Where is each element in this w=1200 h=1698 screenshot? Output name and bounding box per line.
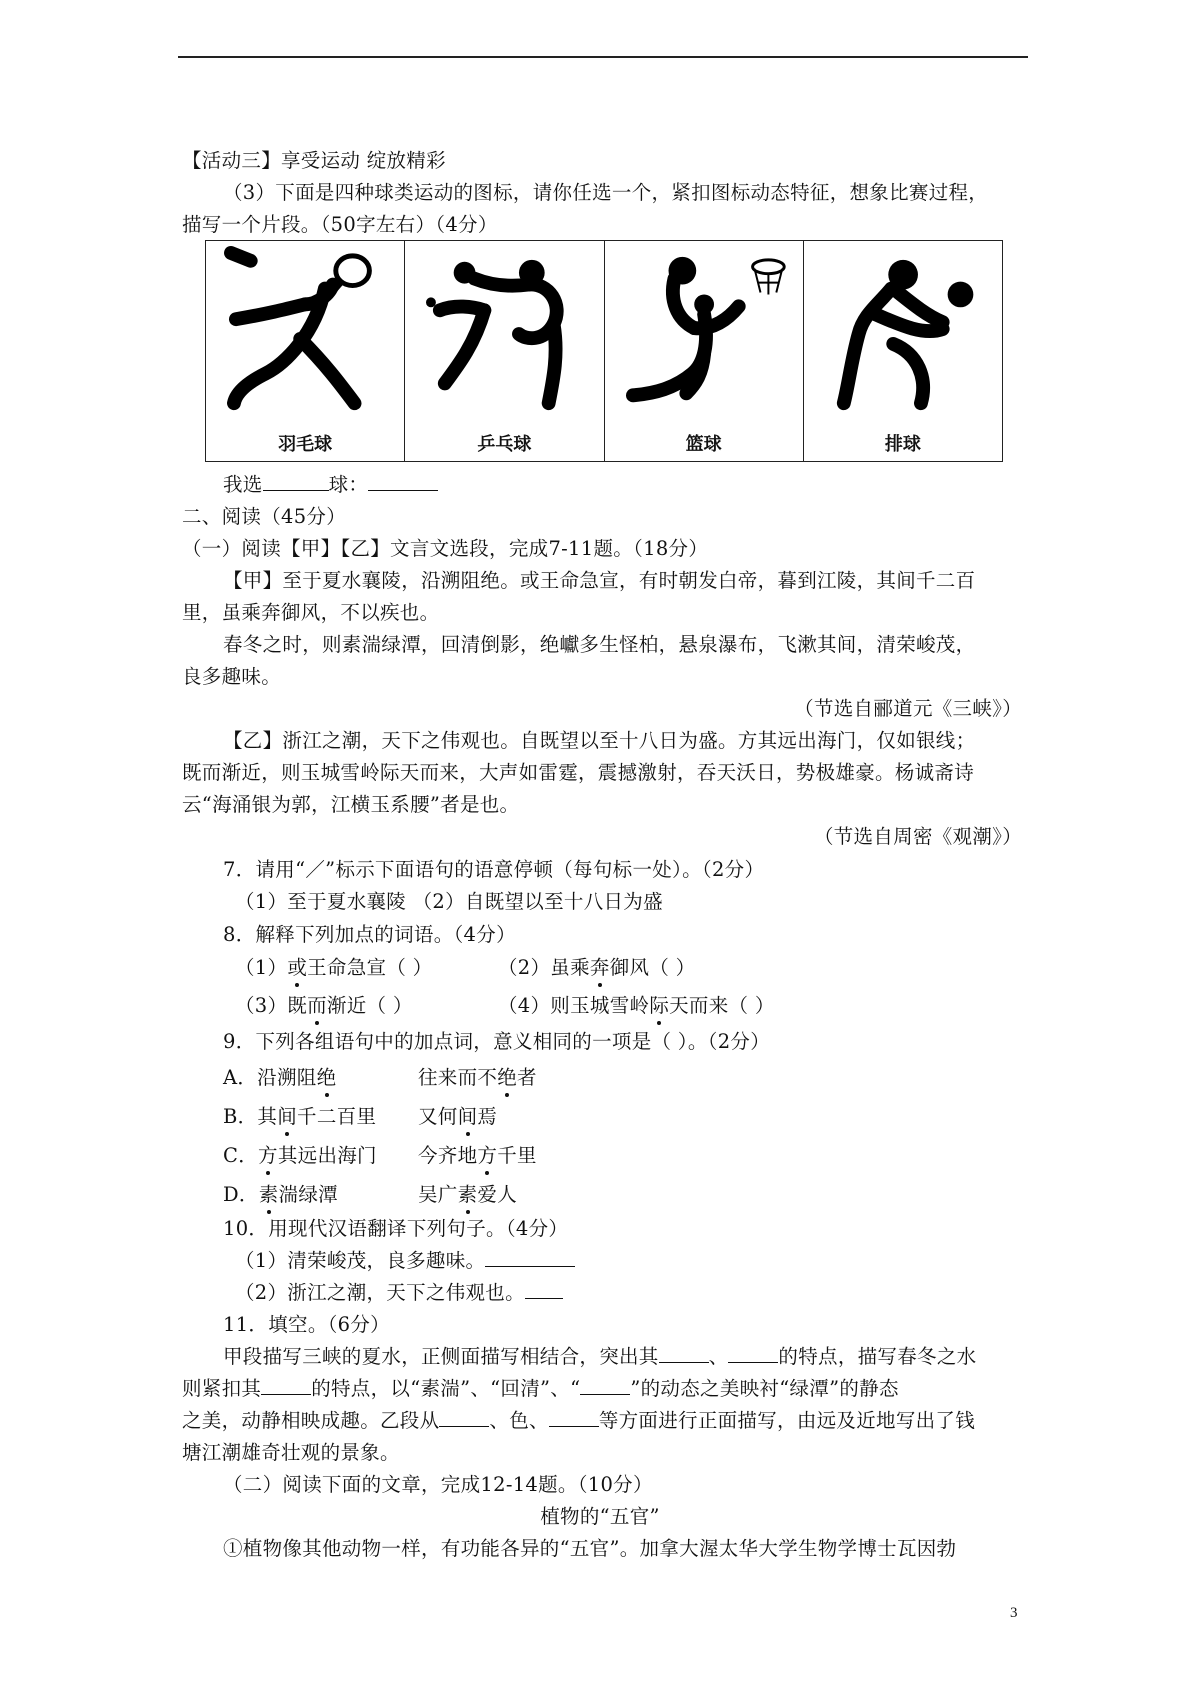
jia-paragraph2-line1: 春冬之时，则素湍绿潭，回清倒影，绝巘多生怪柏，悬泉瀑布，飞漱其间，清荣峻茂， [223,633,976,656]
sport-cell-volleyball [804,241,1002,461]
q10-title: 10．用现代汉语翻译下列句子。（4分） [223,1217,569,1240]
q7-title: 7．请用“／”标示下面语句的语意停顿（每句标一处）。（2分） [223,858,765,881]
part1-title: （一）阅读【甲】【乙】文言文选段，完成7-11题。（18分） [182,537,709,560]
article-title: 植物的“五官” [540,1505,660,1528]
sport-label-volleyball: 排球 [884,434,921,455]
page-number: 3 [1010,1605,1018,1621]
yi-line1: 【乙】浙江之潮，天下之伟观也。自既望以至十八日为盛。方其远出海门，仅如银线； [223,729,976,752]
description-blank[interactable] [368,472,438,491]
q9-option-d: D．素湍绿潭 [223,1183,338,1206]
jia-source: （节选自郦道元《三峡》） [794,697,1022,720]
activity-heading: 【活动三】享受运动 绽放精彩 [182,149,446,172]
q7-items: （1）至于夏水襄陵 （2）自既望以至十八日为盛 [235,890,663,913]
q10-item-1: （1）清荣峻茂，良多趣味。 [235,1248,575,1274]
q3-prompt-line2: 描写一个片段。（50字左右）（4分） [182,213,498,236]
q11-title: 11．填空。（6分） [223,1313,390,1336]
jia-paragraph1-line1: 【甲】至于夏水襄陵，沿溯阻绝。或王命急宣，有时朝发白帝，暮到江陵，其间千二百 [223,569,976,592]
q9-option-b-compare: 又何间焉 [418,1105,498,1128]
answer-line [223,472,438,498]
q3-prompt-line1: （3）下面是四种球类运动的图标，请你任选一个，紧扣图标动态特征，想象比赛过程， [223,181,989,204]
q11-blank-5[interactable] [439,1408,489,1427]
article-paragraph1: ①植物像其他动物一样，有功能各异的“五官”。加拿大渥太华大学生物学博士瓦因勃 [223,1537,957,1560]
q10-item-2: （2）浙江之潮，天下之伟观也。 [235,1280,563,1306]
section-title-reading: 二、阅读（45分） [182,505,347,528]
q9-option-d-compare: 吴广素爱人 [418,1183,518,1206]
basketball-icon [605,245,803,423]
q8-item-1: （1）或王命急宣（ ） [235,956,433,979]
header-rule [178,56,1028,58]
q8-item-2: （2）虽乘奔御风（ ） [498,956,696,979]
sports-icon-table [205,240,1003,462]
part2-title: （二）阅读下面的文章，完成12-14题。（10分） [223,1473,653,1496]
yi-source: （节选自周密《观潮》） [813,825,1022,848]
answer-mid: 球： [328,473,369,496]
q11-blank-6[interactable] [549,1408,599,1427]
q11-blank-2[interactable] [728,1344,778,1363]
q11-blank-3[interactable] [261,1376,311,1395]
q8-item-4: （4）则玉城雪岭际天而来（ ） [498,994,775,1017]
sport-cell-table-tennis [405,241,604,461]
q9-option-b: B．其间千二百里 [223,1105,377,1128]
q8-title: 8．解释下列加点的词语。（4分） [223,923,516,946]
q11-line4: 塘江潮雄奇壮观的景象。 [182,1441,400,1464]
answer-prefix: 我选 [223,473,263,496]
yi-line3: 云“海涌银为郭，江横玉系腰”者是也。 [182,793,520,816]
badminton-icon [206,245,404,423]
sport-label-badminton: 羽毛球 [278,434,333,455]
sport-label-table-tennis: 乒乓球 [477,434,532,455]
q11-blank-1[interactable] [659,1344,709,1363]
sport-choice-blank[interactable] [263,472,329,491]
q11-line3: 之美，动静相映成趣。乙段从 、色、 等方面进行正面描写，由远及近地写出了钱 [182,1409,976,1432]
table-tennis-icon [405,245,603,423]
q11-blank-4[interactable] [580,1376,630,1395]
q8-item-3: （3）既而渐近（ ） [235,994,413,1017]
q11-line2: 则紧扣其 的特点，以“素湍”、“回清”、“ ”的动态之美映衬“绿潭”的静态 [182,1377,899,1400]
sport-cell-basketball [605,241,804,461]
yi-line2: 既而渐近，则玉城雪岭际天而来，大声如雷霆，震撼激射，吞天沃日，势极雄豪。杨诚斋诗 [182,761,975,784]
q9-option-c: C．方其远出海门 [223,1144,377,1167]
volleyball-icon [804,245,1002,423]
q9-option-a-compare: 往来而不绝者 [418,1066,537,1089]
jia-paragraph1-line2: 里，虽乘奔御风，不以疾也。 [182,601,440,624]
sport-label-basketball: 篮球 [685,434,722,455]
jia-paragraph2-line2: 良多趣味。 [182,665,282,688]
sport-cell-badminton [206,241,405,461]
q11-line1: 甲段描写三峡的夏水，正侧面描写相结合，突出其 、 的特点，描写春冬之水 [223,1345,977,1368]
q9-option-a: A．沿溯阻绝 [223,1066,337,1089]
q9-title: 9．下列各组语句中的加点词，意义相同的一项是（ ）。（2分） [223,1030,771,1053]
q9-option-c-compare: 今齐地方千里 [418,1144,537,1167]
